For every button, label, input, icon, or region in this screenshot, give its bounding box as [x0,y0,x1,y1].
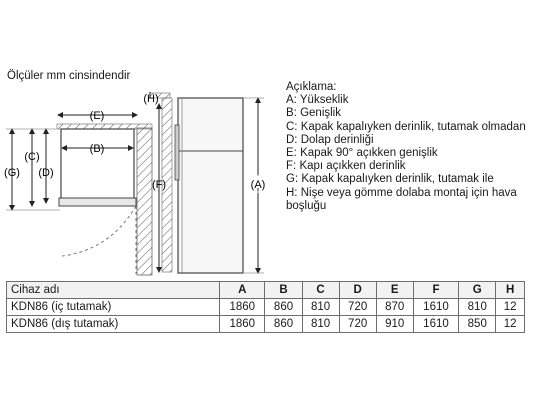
legend-key: E: [286,147,297,160]
table-header-row [7,282,525,299]
table-cell: 870 [376,299,413,316]
table-cell: 810 [459,299,496,316]
legend-title: Açıklama: [286,81,337,93]
label-g: (G) [4,167,20,179]
legend-item [286,94,531,107]
column-header: E [376,282,413,299]
table-row [7,316,525,333]
legend-item [286,134,531,147]
legend-text: Kapak 90° açıkken genişlik [300,147,438,160]
handle [175,125,179,180]
table-cell: 810 [302,316,339,333]
unit-note: Ölçüler mm cinsindendir [7,70,131,82]
column-header: Cihaz adı [7,282,220,299]
label-d: (D) [38,167,54,179]
side-view [143,92,265,273]
column-header: B [265,282,302,299]
legend [286,81,531,213]
table-cell: 860 [265,299,302,316]
legend-key: D: [286,133,298,146]
table-cell: 860 [265,316,302,333]
table-row [7,299,525,316]
legend-key: A: [286,94,297,107]
table-cell: 910 [376,316,413,333]
table-cell: 1610 [413,299,458,316]
door-closed [59,198,136,206]
door-swing-arc [62,206,136,256]
table-cell: 850 [459,316,496,333]
legend-item [286,121,531,134]
legend-item [286,173,531,186]
legend-text: Kapı açıkken derinlik [299,160,406,173]
table-cell: 720 [339,299,376,316]
legend-item [286,107,531,120]
table-cell: 1860 [220,299,265,316]
label-f: (F) [151,179,167,191]
legend-item [286,147,531,160]
label-e: (E) [89,110,105,122]
cabinet-outline [61,129,134,203]
legend-text: Dolap derinliği [300,133,374,146]
legend-item [286,187,531,213]
label-c: (C) [24,151,40,163]
dimensions-table [6,281,525,333]
legend-key: G: [286,173,299,186]
legend-item [286,160,531,173]
table-cell: 810 [302,299,339,316]
legend-key: B: [286,107,297,120]
table-cell: KDN86 (dış tutamak) [7,316,220,333]
legend-key: F: [286,160,297,173]
legend-text: Yükseklik [299,94,349,107]
column-header: D [339,282,376,299]
legend-text: Kapak kapalıyken derinlik, tutamak olmadan [300,120,526,133]
column-header: G [459,282,496,299]
label-a: (A) [250,179,266,191]
top-view [4,110,152,275]
table-cell: KDN86 (iç tutamak) [7,299,220,316]
fridge-body [178,98,243,273]
column-header: A [220,282,265,299]
column-header: C [302,282,339,299]
rear-wall-hatch [57,124,152,129]
table-cell: 12 [496,316,525,333]
legend-key: H: [286,186,298,199]
column-header: F [413,282,458,299]
label-h: (H) [143,93,159,105]
table-cell: 720 [339,316,376,333]
column-header: H [496,282,525,299]
table-cell: 12 [496,299,525,316]
table-cell: 1860 [220,316,265,333]
legend-text: Nişe veya gömme dolaba montaj için hava boşluğu [286,186,517,212]
wall-hatch-top-view [137,128,152,275]
label-b: (B) [89,143,105,155]
legend-text: Genişlik [300,107,341,120]
legend-key: C: [286,120,298,133]
legend-text: Kapak kapalıyken derinlik, tutamak ile [301,173,494,186]
table-cell: 1610 [413,316,458,333]
